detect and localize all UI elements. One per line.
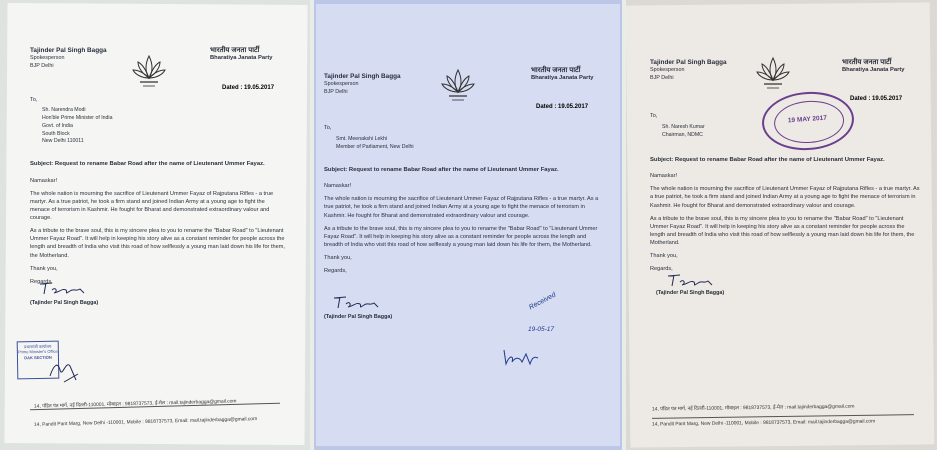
recipient-line: Govt. of India (42, 122, 73, 129)
recipient-line: Member of Parliament, New Delhi (336, 143, 414, 150)
thank-you: Thank you, (650, 253, 678, 260)
letter-2-body (324, 124, 604, 280)
letter-photo-1 (0, 0, 310, 450)
recipient-line: Chairman, NDMC (662, 131, 703, 138)
sender-org: BJP Delhi (324, 89, 348, 96)
recipient-address (324, 136, 604, 152)
party-hindi: भारतीय जनता पार्टी (531, 67, 581, 74)
greeting: Namaskar! (324, 183, 352, 190)
received-signature (500, 346, 540, 368)
thank-you: Thank you, (324, 255, 352, 262)
party-name-block (210, 46, 300, 61)
party-english: Bharatiya Janata Party (842, 67, 905, 73)
stamp-line: Received (528, 291, 558, 312)
party-english: Bharatiya Janata Party (210, 55, 273, 61)
subject-line: Subject: Request to rename Babar Road after the name of Lieutenant Ummer Fayaz. (30, 161, 265, 168)
stamp-initials (46, 356, 82, 386)
paragraph-2: As a tribute to the brave soul, this is my sincere plea to you to rename the "Babar Road" to "Lieutenant Ummer Fayaz Road". It will help in keeping his story alive as a constant reminder for people across the length and breadth of India who visit this road of how selflessly a young man laid down his life for them, the Motherland. (324, 225, 598, 248)
sender-title: Spokesperson (30, 55, 65, 62)
letter-date: Dated : 19.05.2017 (850, 96, 903, 102)
paragraph-2: As a tribute to the brave soul, this is my sincere plea to you to rename the "Babar Road" to "Lieutenant Ummer Fayaz Road". It will help in keeping his story alive as a constant reminder for people across the length and breadth of India who visit this road of how selflessly a young man laid down his life for them, the Motherland. (650, 215, 915, 247)
to-label: To, (324, 125, 332, 131)
footer-english: 14, Pandit Pant Marg, New Delhi -110001, Mobile : 9818737573, Email: mail.tajinderbagga@gmail.com (651, 419, 876, 428)
greeting: Namaskar! (650, 173, 678, 180)
signature-name: (Tajinder Pal Singh Bagga) (324, 314, 393, 320)
stamp-line: 19-05-17 (528, 326, 555, 333)
recipient-address (30, 107, 285, 146)
letter-1-body (30, 96, 285, 291)
signature-name: (Tajinder Pal Singh Bagga) (30, 300, 99, 306)
letter-photo-2 (314, 0, 622, 450)
handwritten-signature (666, 272, 716, 290)
stamp-line: प्रधानमंत्री कार्यालय (24, 343, 52, 350)
received-date (528, 326, 554, 333)
recipient-line: New Delhi 110011 (42, 138, 84, 145)
handwritten-signature (332, 294, 382, 312)
bjp-lotus-icon (132, 52, 166, 90)
recipient-address (650, 124, 920, 140)
footer-hindi: 14, पंडित पंत मार्ग, नई दिल्ली-110001, मोबाइल : 9818737573, ई-मेल : mail.tajinderbagga@gmail.com (651, 404, 855, 413)
stamp-line: Prime Minister's Office (17, 349, 58, 355)
thank-you: Thank you, (30, 265, 58, 272)
party-name-block (842, 58, 932, 73)
footer-hindi: 14, पंडित पंत मार्ग, नई दिल्ली-110001, मोबाइल : 9818737573, ई-मेल : mail.tajinderbagga@gmail.com (33, 399, 237, 410)
paragraph-1: The whole nation is mourning the sacrifice of Lieutenant Ummer Fayaz of Rajputana Rifles - a true martyr. As a true patriot, he took a firm stand and joined Indian Army at a young age to fight the menace of terrorism in Kashmir. He fought for Bharat and demonstrated extraordinary valour and courage. (324, 196, 599, 219)
regards: Regards, (650, 266, 673, 273)
party-english: Bharatiya Janata Party (531, 75, 594, 81)
sender-org: BJP Delhi (30, 63, 54, 70)
recipient-line: Sh. Naresh Kumar (662, 124, 705, 131)
subject-line: Subject: Request to rename Babar Road after the name of Lieutenant Ummer Fayaz. (324, 166, 559, 173)
letter-date: Dated : 19.05.2017 (536, 104, 589, 110)
paragraph-1: The whole nation is mourning the sacrifice of Lieutenant Ummer Fayaz of Rajputana Rifles - a true martyr. As a true patriot, he took a firm stand and joined Indian Army at a young age to fight the menace of terrorism in Kashmir. He fought for Bharat and demonstrated extraordinary valour and courage. (30, 190, 274, 222)
regards: Regards, (30, 278, 53, 285)
letter-date: Dated : 19.05.2017 (222, 85, 275, 91)
sender-title: Spokesperson (324, 81, 359, 88)
recipient-line: Sh. Narendra Modi (42, 107, 86, 114)
recipient-line: Smt. Meenakshi Lekhi (336, 136, 388, 143)
sender-name: Tajinder Pal Singh Bagga (30, 47, 107, 54)
regards: Regards, (324, 268, 347, 275)
footer-english: 14, Pandit Pant Marg, New Delhi -110001, Mobile : 9818737573, Email: mail.tajinderbagga@gmail.com (33, 417, 258, 428)
stamp-line: 19 MAY 2017 (787, 114, 828, 125)
bjp-lotus-icon (756, 54, 790, 92)
paragraph-2: As a tribute to the brave soul, this is my sincere plea to you to rename the "Babar Road" to "Lieutenant Ummer Fayaz Road". It will help in keeping his story alive as a constant reminder for people across the length and breadth of India who visit this road of how selflessly a young man laid down his life for them, the Motherland. (30, 228, 285, 259)
party-hindi: भारतीय जनता पार्टी (210, 47, 260, 54)
signature-name: (Tajinder Pal Singh Bagga) (656, 290, 725, 296)
letter-photo-3 (626, 0, 937, 450)
handwritten-signature (38, 280, 88, 298)
letter-3-body (650, 112, 920, 278)
sender-org: BJP Delhi (650, 75, 674, 82)
to-label: To, (30, 97, 38, 103)
paragraph-1: The whole nation is mourning the sacrifice of Lieutenant Ummer Fayaz of Rajputana Rifles - a true martyr. As a true patriot, he took a firm stand and joined Indian Army at a young age to fight the menace of terrorism in Kashmir. He fought for Bharat and demonstrated extraordinary valour and courage. (650, 186, 920, 209)
sender-name: Tajinder Pal Singh Bagga (324, 73, 401, 80)
recipient-line: Hon'ble Prime Minister of India (42, 114, 113, 121)
sender-name: Tajinder Pal Singh Bagga (650, 59, 727, 66)
sender-title: Spokesperson (650, 67, 685, 74)
party-name-block (531, 66, 621, 81)
recipient-line: South Block (42, 130, 70, 137)
party-hindi: भारतीय जनता पार्टी (842, 59, 892, 66)
subject-line: Subject: Request to rename Babar Road after the name of Lieutenant Ummer Fayaz. (650, 156, 885, 163)
stamp-line: DAK SECTION (24, 354, 52, 361)
bjp-lotus-icon (441, 66, 475, 104)
greeting: Namaskar! (30, 177, 58, 184)
to-label: To, (650, 113, 658, 119)
